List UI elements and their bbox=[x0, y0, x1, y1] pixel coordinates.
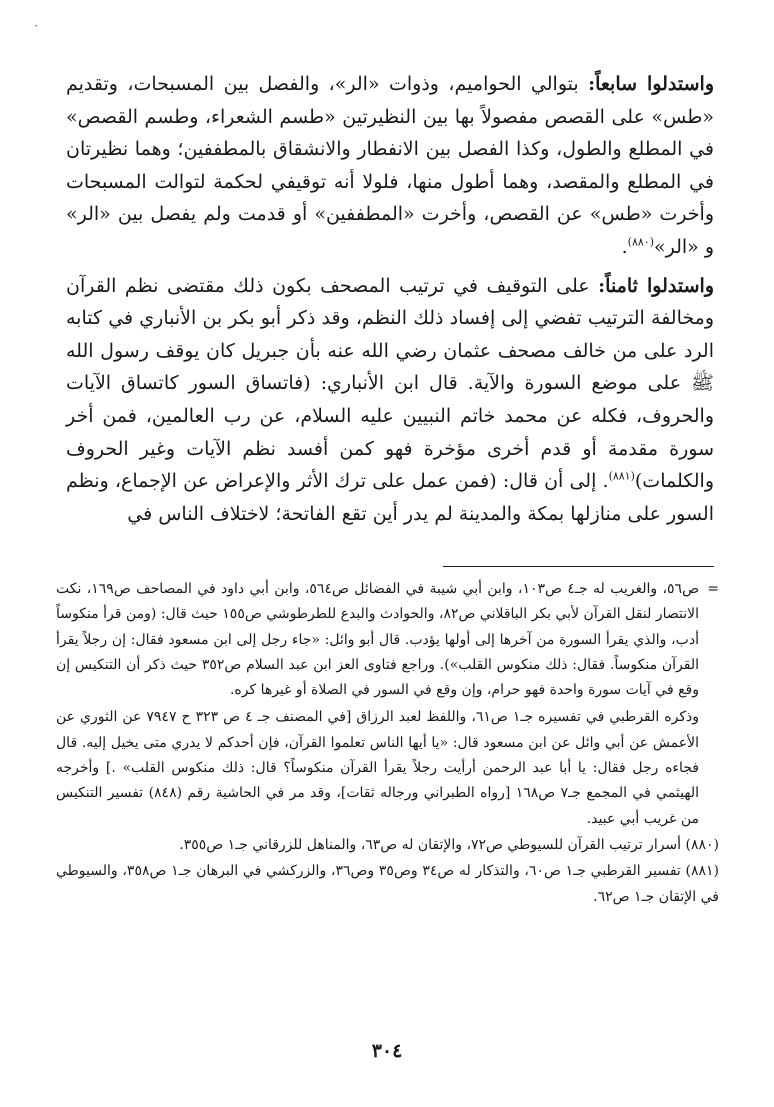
footnote-ref-880[interactable]: (٨٨٠) bbox=[627, 235, 654, 249]
footnote-881: (٨٨١) تفسير القرطبي جـ١ ص٦٠، والتذكار له ص٣٤ وص٣٥ وص٣٦، والزركشي في البرهان جـ١ ص٣٥٨، والسيوطي في الإتقان جـ١ ص٦٢. bbox=[56, 863, 720, 905]
paragraph-lead: واستدلوا سابعاً: bbox=[588, 73, 714, 95]
footnote-880: (٨٨٠) أسرار ترتيب القرآن للسيوطي ص٧٢، والإتقان له ص٦٣، والمناهل للزرقاني جـ١ ص٣٥٥. bbox=[179, 836, 719, 853]
paragraph-text: على التوقيف في ترتيب المصحف بكون ذلك مقتضى نظم القرآن ومخالفة الترتيب تفضي إلى إفساد ذلك النظم، وقد ذكر أبو بكر بن الأنباري في كتابه الرد على من خالف مصحف عثمان رضي الله عنه بأن جبريل كان يوقف رسول الله ﷺ على موضع السورة والآية. قال ابن الأنباري: (فاتساق السور كاتساق الآيات والحروف، فكله عن محمد خاتم النبيين عليه السلام، عن رب العالمين، فمن أخر سورة مقدمة أو قدم أخرى مؤخرة فهو كمن أفسد نظم الآيات وغير الحروف والكلمات) bbox=[66, 274, 714, 493]
paragraph-text-after: . إلى أن قال: (فمن عمل على ترك الأثر والإعراض عن الإجماع، ونظم السور على منازلها بمكة والمدينة لم يدر أين تقع الفاتحة؛ لاختلاف الناس في bbox=[66, 470, 714, 525]
continuation-mark: = bbox=[707, 581, 719, 597]
paragraph-end: . bbox=[621, 235, 628, 258]
footnote-continued-text: ص٥٦، والغريب له جـ٤ ص١٠٣، وابن أبي شيبة في الفضائل ص٥٦٤، وابن أبي داود في المصاحف ص١٦٩، نكت الانتصار لنقل القرآن لأبي بكر الباقلاني ص٨٢، والحوادث والبدع للطرطوشي ص١٥٥ حيث قال: (ومن قرأ منكوساً أدب، والذي يقرأ السورة من آخرها إلى أولها يؤدب. قال أبو وائل: «جاء رجل إلى ابن مسعود فقال: إن رجلاً يقرأ القرآن منكوساً. فقال: ذلك منكوس القلب»). وراجع فتاوى العز ابن عبد السلام ص٣٥٢ حيث ذكر أن التنكيس إن وقع في آيات سورة واحدة فهو حرام، وإن وقع في السور في الصلاة أو غيرها كره. bbox=[56, 581, 700, 699]
paragraph-text: بتوالي الحواميم، وذوات «الر»، والفصل بين المسبحات، وتقديم «طس» على القصص مفصولاً بها بين النظيرتين «طسم الشعراء، وطسم القصص» في المطلع والطول، وكذا الفصل بين الانفطار والانشقاق بالمطففين؛ وهما نظيرتان في المطلع والمقصد، وهما أطول منها، فلولا أنه توقيفي لحكمة لتوالت المسبحات وأخرت «طس» عن القصص، وأخرت «المطففين» أو قدمت ولم يفصل بين «الر» و «الر» bbox=[66, 73, 714, 258]
footnotes bbox=[56, 577, 719, 910]
main-text bbox=[66, 68, 714, 530]
paragraph-eighth-evidence bbox=[66, 270, 714, 531]
footnote-ref-881[interactable]: (٨٨١) bbox=[608, 469, 635, 483]
page-number: ٣٠٤ bbox=[371, 1040, 403, 1062]
footnote-separator bbox=[443, 566, 714, 567]
footnote-continued bbox=[56, 577, 719, 703]
footnote-qurtubi: وذكره القرطبي في تفسيره جـ١ ص٦١، واللفظ لعبد الرزاق [في المصنف جـ ٤ ص ٣٢٣ ح ٧٩٤٧ عن الثوري عن الأعمش عن أبي وائل عن ابن مسعود قال: «يا أيها الناس تعلموا القرآن، فإن أحدكم لا يدري متى يخيل إليه. قال فجاءه رجل فقال: يا أبا عبد الرحمن أرأيت رجلاً يقرأ القرآن منكوساً؟ قال: ذلك منكوس القلب» .] وأخرجه الهيثمي في المجمع جـ٧ ص١٦٨ [رواه الطبراني ورجاله ثقات]، وقد مر في الحاشية رقم (٨٤٨) تفسير التنكيس من غريب أبي عبيد. bbox=[56, 709, 700, 827]
corner-mark: ٠ bbox=[33, 18, 40, 32]
paragraph-seventh-evidence bbox=[66, 68, 714, 264]
paragraph-lead: واستدلوا ثامناً: bbox=[598, 274, 714, 297]
